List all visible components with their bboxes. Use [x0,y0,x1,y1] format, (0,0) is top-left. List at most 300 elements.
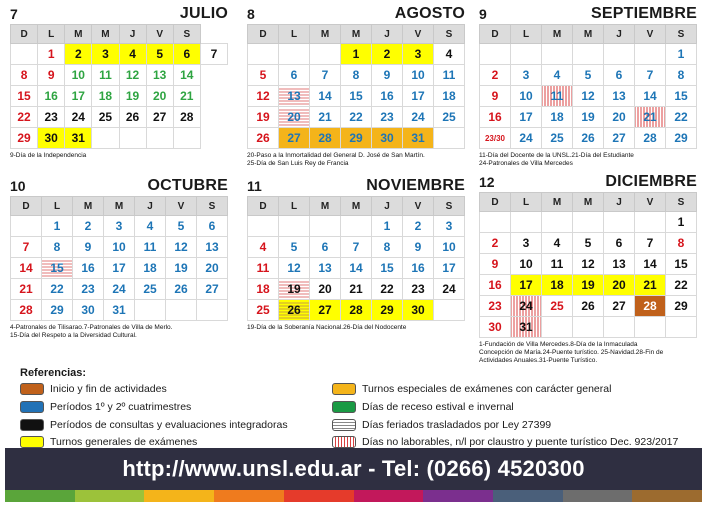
holiday-note: 15-Día del Respeto a la Diversidad Cultural. [10,332,137,339]
day-cell[interactable]: 16 [480,275,511,296]
day-cell[interactable]: 3 [92,44,119,65]
weekday-header: D [11,197,42,216]
empty-cell [92,128,119,149]
weekday-header: J [372,25,403,44]
day-cell[interactable]: 4 [119,44,146,65]
legend-label: Inicio y fin de actividades [50,383,167,395]
day-cell[interactable]: 24 [511,128,542,149]
day-cell[interactable]: 8 [42,237,73,258]
month-table [10,24,228,149]
month-name: SEPTIEMBRE [590,5,697,22]
weekday-header: M [542,193,573,212]
day-cell[interactable]: 1 [38,44,65,65]
day-cell[interactable]: 30 [372,128,403,149]
month-name: DICIEMBRE [605,173,697,190]
weekday-header: D [480,25,511,44]
day-cell[interactable]: 11 [434,65,465,86]
week-row [248,258,465,279]
weekday-header: L [42,197,73,216]
week-row [480,296,697,317]
weekday-header: L [279,25,310,44]
day-cell[interactable]: 28 [310,128,341,149]
weekday-header: J [604,193,635,212]
day-cell[interactable]: 11 [542,86,573,107]
day-cell[interactable]: 14 [635,86,666,107]
empty-cell [604,44,635,65]
day-cell[interactable]: 4 [434,44,465,65]
week-row [248,279,465,300]
week-row [11,128,228,149]
day-cell[interactable]: 16 [73,258,104,279]
day-cell[interactable]: 24 [434,279,465,300]
day-cell[interactable]: 19 [279,279,310,300]
day-cell[interactable]: 18 [92,86,119,107]
day-cell[interactable]: 21 [341,279,372,300]
legend-swatch-yellow [20,436,44,448]
day-cell[interactable]: 14 [173,65,200,86]
weekday-header: J [135,197,166,216]
day-cell[interactable]: 20 [197,258,228,279]
day-cell[interactable]: 2 [73,216,104,237]
day-cell[interactable]: 23/30 [480,128,511,149]
week-row [11,300,228,321]
empty-cell [119,128,146,149]
week-row [248,237,465,258]
day-cell[interactable]: 25 [542,128,573,149]
day-cell[interactable]: 15 [42,258,73,279]
day-cell[interactable]: 6 [310,237,341,258]
day-cell[interactable]: 27 [310,300,341,321]
empty-cell [135,300,166,321]
stripe-segment [214,490,284,502]
day-cell[interactable]: 6 [173,44,200,65]
day-cell[interactable]: 7 [200,44,227,65]
day-cell[interactable]: 14 [341,258,372,279]
day-cell[interactable]: 7 [310,65,341,86]
legend-swatch-hlines [332,419,356,431]
day-cell[interactable]: 8 [666,65,697,86]
day-cell[interactable]: 26 [119,107,146,128]
day-cell[interactable]: 22 [666,107,697,128]
week-row [11,107,228,128]
legend-swatch-blue [20,401,44,413]
month-header [10,4,228,24]
day-cell[interactable]: 9 [73,237,104,258]
legend-item [20,400,191,414]
day-cell[interactable]: 24 [403,107,434,128]
week-row [248,128,465,149]
day-cell[interactable]: 29 [666,128,697,149]
day-cell[interactable]: 15 [372,258,403,279]
day-cell[interactable]: 20 [604,275,635,296]
weekday-header: J [604,25,635,44]
empty-cell [604,212,635,233]
day-cell[interactable]: 26 [279,300,310,321]
empty-cell [434,300,465,321]
week-row [480,44,697,65]
day-cell[interactable]: 26 [248,128,279,149]
day-cell[interactable]: 22 [42,279,73,300]
day-cell[interactable]: 27 [279,128,310,149]
day-cell[interactable]: 10 [104,237,135,258]
day-cell[interactable]: 11 [248,258,279,279]
month-header [247,176,465,196]
color-stripe [5,490,702,502]
holiday-note: 9-Día de la Independencia [10,152,87,159]
legend-label: Días de receso estival e invernal [362,401,514,413]
day-cell[interactable]: 5 [573,233,604,254]
day-cell[interactable]: 15 [666,86,697,107]
day-cell[interactable]: 10 [434,237,465,258]
day-cell[interactable]: 3 [434,216,465,237]
weekday-header: L [38,25,65,44]
day-cell[interactable]: 28 [11,300,42,321]
day-cell[interactable]: 19 [573,275,604,296]
week-row [11,44,228,65]
weekday-header: M [573,193,604,212]
day-cell[interactable]: 20 [146,86,173,107]
day-cell[interactable]: 25 [135,279,166,300]
day-cell[interactable]: 17 [434,258,465,279]
weekday-header: S [666,193,697,212]
day-cell[interactable]: 16 [480,107,511,128]
day-cell[interactable]: 14 [11,258,42,279]
empty-cell [511,44,542,65]
weekday-header: S [197,197,228,216]
month-table [479,192,697,338]
empty-cell [573,317,604,338]
day-cell[interactable]: 29 [372,300,403,321]
day-cell[interactable]: 28 [173,107,200,128]
day-cell[interactable]: 29 [341,128,372,149]
day-cell[interactable]: 1 [341,44,372,65]
weekday-header: L [511,193,542,212]
weekday-header: M [341,197,372,216]
day-cell[interactable]: 3 [511,233,542,254]
day-cell[interactable]: 7 [11,237,42,258]
month-header [10,176,228,196]
day-cell[interactable]: 1 [372,216,403,237]
day-cell[interactable]: 27 [146,107,173,128]
month-header [479,4,697,24]
day-cell[interactable]: 18 [434,86,465,107]
day-cell[interactable]: 17 [65,86,92,107]
day-cell[interactable]: 25 [248,300,279,321]
day-cell[interactable]: 16 [372,86,403,107]
day-cell[interactable]: 17 [511,275,542,296]
day-cell[interactable]: 2 [372,44,403,65]
day-cell[interactable]: 24 [104,279,135,300]
day-cell[interactable]: 17 [511,107,542,128]
weekday-header: S [434,197,465,216]
day-cell[interactable]: 14 [635,254,666,275]
day-cell[interactable]: 10 [511,254,542,275]
weekday-header: V [635,25,666,44]
day-cell[interactable]: 28 [341,300,372,321]
holiday-note: Concepción de María.24-Puente turístico. 25-Navidad.28-Fin de [479,349,664,356]
day-cell[interactable]: 18 [542,275,573,296]
day-cell[interactable]: 27 [604,296,635,317]
day-cell[interactable]: 11 [135,237,166,258]
day-cell[interactable]: 11 [92,65,119,86]
month-number: 10 [10,178,26,194]
day-cell[interactable]: 6 [197,216,228,237]
day-cell[interactable]: 27 [604,128,635,149]
day-cell[interactable]: 20 [279,107,310,128]
day-cell[interactable]: 13 [197,237,228,258]
day-cell[interactable]: 25 [542,296,573,317]
day-cell[interactable]: 18 [135,258,166,279]
holiday-note: 19-Día de la Soberanía Nacional.26-Día del Nodocente [247,324,407,331]
day-cell[interactable]: 13 [310,258,341,279]
legend-label: Períodos de consultas y evaluaciones integradoras [50,419,288,431]
day-cell[interactable]: 19 [248,107,279,128]
day-cell[interactable]: 10 [511,86,542,107]
day-cell[interactable]: 21 [310,107,341,128]
day-cell[interactable]: 3 [511,65,542,86]
day-cell[interactable]: 9 [403,237,434,258]
month-name: AGOSTO [394,5,465,22]
day-cell[interactable]: 16 [403,258,434,279]
day-cell[interactable]: 30 [38,128,65,149]
empty-cell [11,216,42,237]
day-cell[interactable]: 18 [248,279,279,300]
empty-cell [173,128,200,149]
weekday-header: J [119,25,146,44]
day-cell[interactable]: 22 [11,107,38,128]
day-cell[interactable]: 13 [279,86,310,107]
empty-cell [341,216,372,237]
week-row [480,275,697,296]
month-septiembre [479,4,697,168]
day-cell[interactable]: 6 [279,65,310,86]
stripe-segment [354,490,424,502]
day-cell[interactable]: 23 [38,107,65,128]
day-cell[interactable]: 28 [635,296,666,317]
day-cell[interactable]: 20 [310,279,341,300]
day-cell[interactable]: 25 [92,107,119,128]
day-cell[interactable]: 9 [480,254,511,275]
day-cell[interactable]: 2 [403,216,434,237]
day-cell[interactable]: 5 [573,65,604,86]
weekday-header: V [403,25,434,44]
day-cell[interactable]: 22 [341,107,372,128]
day-cell[interactable]: 23 [403,279,434,300]
empty-cell [542,212,573,233]
month-table [479,24,697,149]
empty-cell [146,128,173,149]
day-cell[interactable]: 21 [635,107,666,128]
month-agosto [247,4,465,168]
day-cell[interactable]: 8 [372,237,403,258]
day-cell[interactable]: 22 [372,279,403,300]
weekday-header: L [511,25,542,44]
month-header [479,172,697,192]
day-cell[interactable]: 10 [65,65,92,86]
day-cell[interactable]: 2 [480,233,511,254]
day-cell[interactable]: 24 [65,107,92,128]
weekday-header: S [434,25,465,44]
day-cell[interactable]: 12 [573,86,604,107]
empty-cell [480,212,511,233]
day-cell[interactable]: 31 [403,128,434,149]
day-cell[interactable]: 23 [73,279,104,300]
day-cell[interactable]: 26 [573,296,604,317]
day-cell[interactable]: 17 [403,86,434,107]
day-cell[interactable]: 4 [135,216,166,237]
weekday-header: M [104,197,135,216]
empty-cell [197,300,228,321]
day-cell[interactable]: 17 [104,258,135,279]
weekday-header: M [65,25,92,44]
day-cell[interactable]: 27 [197,279,228,300]
legend-swatch-orange [332,383,356,395]
day-cell[interactable]: 20 [604,107,635,128]
weekday-header: V [403,197,434,216]
day-cell[interactable]: 1 [666,44,697,65]
day-cell[interactable]: 3 [403,44,434,65]
empty-cell [573,212,604,233]
day-cell[interactable]: 9 [372,65,403,86]
day-cell[interactable]: 7 [635,233,666,254]
month-julio [10,4,228,160]
day-cell[interactable]: 25 [434,107,465,128]
day-cell[interactable]: 1 [42,216,73,237]
day-cell[interactable]: 5 [248,65,279,86]
day-cell[interactable]: 19 [166,258,197,279]
empty-cell [166,300,197,321]
week-row [480,212,697,233]
legend-item [332,382,611,396]
day-cell[interactable]: 6 [604,233,635,254]
day-cell[interactable]: 4 [248,237,279,258]
day-cell[interactable]: 31 [104,300,135,321]
day-cell[interactable]: 12 [166,237,197,258]
month-noviembre [247,176,465,332]
month-octubre [10,176,228,340]
month-number: 11 [247,178,262,194]
day-cell[interactable]: 12 [248,86,279,107]
day-cell[interactable]: 23 [480,296,511,317]
empty-cell [511,212,542,233]
day-cell[interactable]: 3 [104,216,135,237]
day-cell[interactable]: 18 [542,107,573,128]
day-cell[interactable]: 22 [666,275,697,296]
month-number: 8 [247,6,255,22]
day-cell[interactable]: 8 [341,65,372,86]
day-cell[interactable]: 7 [635,65,666,86]
day-cell[interactable]: 21 [635,275,666,296]
day-cell[interactable]: 21 [173,86,200,107]
day-cell[interactable]: 5 [166,216,197,237]
empty-cell [279,216,310,237]
empty-cell [635,317,666,338]
day-cell[interactable]: 4 [542,233,573,254]
day-cell[interactable]: 4 [542,65,573,86]
footer-banner [5,448,702,490]
day-cell[interactable]: 28 [635,128,666,149]
day-cell[interactable]: 21 [11,279,42,300]
day-cell[interactable]: 23 [372,107,403,128]
day-cell[interactable]: 30 [403,300,434,321]
month-name: JULIO [179,5,228,22]
day-cell[interactable]: 7 [341,237,372,258]
day-cell[interactable]: 16 [38,86,65,107]
day-cell[interactable]: 6 [604,65,635,86]
day-cell[interactable]: 12 [573,254,604,275]
empty-cell [11,44,38,65]
day-cell[interactable]: 12 [279,258,310,279]
weekday-header: L [279,197,310,216]
day-cell[interactable]: 30 [73,300,104,321]
stripe-segment [284,490,354,502]
legend-swatch-brown [20,383,44,395]
day-cell[interactable]: 19 [573,107,604,128]
week-row [248,44,465,65]
day-cell[interactable]: 15 [666,254,697,275]
day-cell[interactable]: 30 [480,317,511,338]
day-cell[interactable]: 5 [279,237,310,258]
day-cell[interactable]: 26 [573,128,604,149]
month-table [247,196,465,321]
week-row [11,279,228,300]
day-cell[interactable]: 29 [11,128,38,149]
weekday-header: D [248,197,279,216]
day-cell[interactable]: 13 [604,254,635,275]
day-cell[interactable]: 15 [341,86,372,107]
day-cell[interactable]: 13 [146,65,173,86]
legend [20,367,700,447]
day-cell[interactable]: 24 [511,296,542,317]
day-cell[interactable]: 12 [119,65,146,86]
day-cell[interactable]: 8 [666,233,697,254]
day-cell[interactable]: 31 [65,128,92,149]
day-cell[interactable]: 9 [38,65,65,86]
month-number: 12 [479,174,495,190]
day-cell[interactable]: 29 [666,296,697,317]
footer-contact[interactable]: http://www.unsl.edu.ar - Tel: (0266) 4520300 [122,456,585,481]
weekday-header: S [173,25,200,44]
weekday-header: M [542,25,573,44]
month-header [247,4,465,24]
day-cell[interactable]: 31 [511,317,542,338]
day-cell[interactable]: 15 [11,86,38,107]
day-cell[interactable]: 11 [542,254,573,275]
day-cell[interactable]: 26 [166,279,197,300]
legend-swatch-green [332,401,356,413]
month-notes [247,324,477,332]
legend-label: Días no laborables, n/l por claustro y puente turístico Dec. 923/2017 [362,436,679,448]
day-cell[interactable]: 13 [604,86,635,107]
weekday-header: J [372,197,403,216]
day-cell[interactable]: 8 [11,65,38,86]
day-cell[interactable]: 10 [403,65,434,86]
day-cell[interactable]: 2 [480,65,511,86]
month-diciembre [479,172,697,365]
day-cell[interactable]: 2 [65,44,92,65]
day-cell[interactable]: 19 [119,86,146,107]
week-row [480,254,697,275]
day-cell[interactable]: 14 [310,86,341,107]
legend-swatch-vlines [332,436,356,448]
day-cell[interactable]: 1 [666,212,697,233]
day-cell[interactable]: 9 [480,86,511,107]
holiday-note: Actividades Anuales.31-Puente Turístico. [479,357,598,364]
week-row [11,65,228,86]
weekday-header: V [635,193,666,212]
day-cell[interactable]: 29 [42,300,73,321]
day-cell[interactable]: 5 [146,44,173,65]
